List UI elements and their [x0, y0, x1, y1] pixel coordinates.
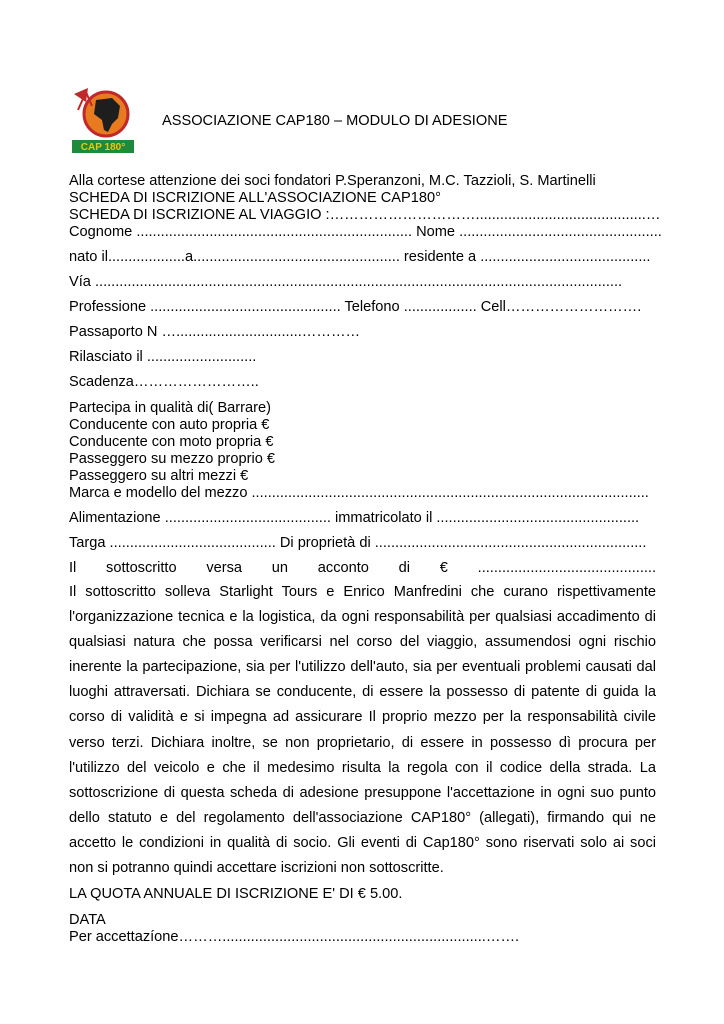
acconto-word: Il — [69, 560, 77, 576]
option-conducente-auto: Conducente con auto propria € — [69, 417, 270, 433]
scadenza-field: Scadenza…………………….. — [69, 374, 259, 390]
option-passeggero-mezzo: Passeggero su mezzo proprio € — [69, 451, 276, 467]
cap180-logo — [66, 84, 138, 156]
acconto-word: sottoscritto — [106, 560, 177, 576]
option-conducente-moto: Conducente con moto propria € — [69, 434, 274, 450]
data-label: DATA — [69, 912, 106, 928]
acconto-word: € — [439, 560, 448, 576]
option-passeggero-altri: Passeggero su altri mezzi € — [69, 468, 249, 484]
professione-telefono-field: Professione ............................................... Telefono .................. Cell………………………. — [69, 299, 642, 315]
logo-text: CAP 180° — [80, 142, 126, 153]
alimentazione-field: Alimentazione ......................................... immatricolato il .................................................. — [69, 510, 640, 526]
acconto-word: di — [398, 560, 411, 576]
accettazione-signature-line: Per accettazíone……….................................................................……. — [69, 929, 520, 945]
page-title: ASSOCIAZIONE CAP180 – MODULO DI ADESIONE — [162, 113, 508, 129]
acconto-word: acconto — [317, 560, 369, 576]
acconto-word: un — [271, 560, 289, 576]
acconto-word: versa — [206, 560, 243, 576]
via-field: Vía .................................................................................................................................. — [69, 274, 623, 290]
liability-paragraph: Il sottoscritto solleva Starlight Tours e Enrico Manfredini che curano rispettivamente l'organizzazione tecnica e la logistica, da ogni responsabilità per qualsiasi accadimento di qualsiasi natura che possa verificarsi nel corso del viaggio, assumendosi ogni rischio inerente la partecipazione, sia per l'utilizzo dell'auto, sia per eventuali problemi causati dal luoghi attraversati. Dichiara se conducente, di essere la possesso di patente di guida la corso di validità e si impegna ad assicurare Il proprio mezzo per la responsabilità civile verso terzi. Dichiara inoltre, se non proprietario, di essere in possesso dì procura per l'utilizzo del veicolo e che il medesimo risulta la regola con il codice della strada. La sottoscrizione di questa scheda di adesione presuppone l'accettazione in ogni suo punto dello statuto e del regolamento dell'associazione CAP180° (allegati), firmando qui ne accetto le condizioni in qualità di socio. Gli eventi di Cap180° sono riservati solo ai soci non si potranno quindi accettare iscrizioni non sottoscritte. — [69, 584, 656, 877]
nato-residente-field: nato il...................a................................................... residente a .......................................... — [69, 249, 651, 265]
marca-modello-field: Marca e modello del mezzo .................................................................................................. — [69, 485, 649, 501]
scheda-associazione-line: SCHEDA DI ISCRIZIONE ALL'ASSOCIAZIONE CAP180° — [69, 190, 441, 206]
attention-line: Alla cortese attenzione dei soci fondatori P.Speranzoni, M.C. Tazzioli, S. Martinelli — [69, 173, 596, 189]
quota-line: LA QUOTA ANNUALE DI ISCRIZIONE E' DI € 5.00. — [69, 886, 403, 902]
acconto-line — [69, 560, 656, 577]
scheda-viaggio-line: SCHEDA DI ISCRIZIONE AL VIAGGIO :…………………………..........................................… — [69, 207, 661, 223]
targa-field: Targa ......................................... Di proprietà di ................................................................... — [69, 535, 647, 551]
rilasciato-field: Rilasciato il ........................... — [69, 349, 257, 365]
acconto-word: ............................................ — [477, 560, 657, 576]
passaporto-field: Passaporto N …...............................………… — [69, 324, 361, 340]
cognome-nome-field: Cognome .................................................................... Nome .................................................. — [69, 224, 662, 240]
partecipa-label: Partecipa in qualità di( Barrare) — [69, 400, 271, 416]
